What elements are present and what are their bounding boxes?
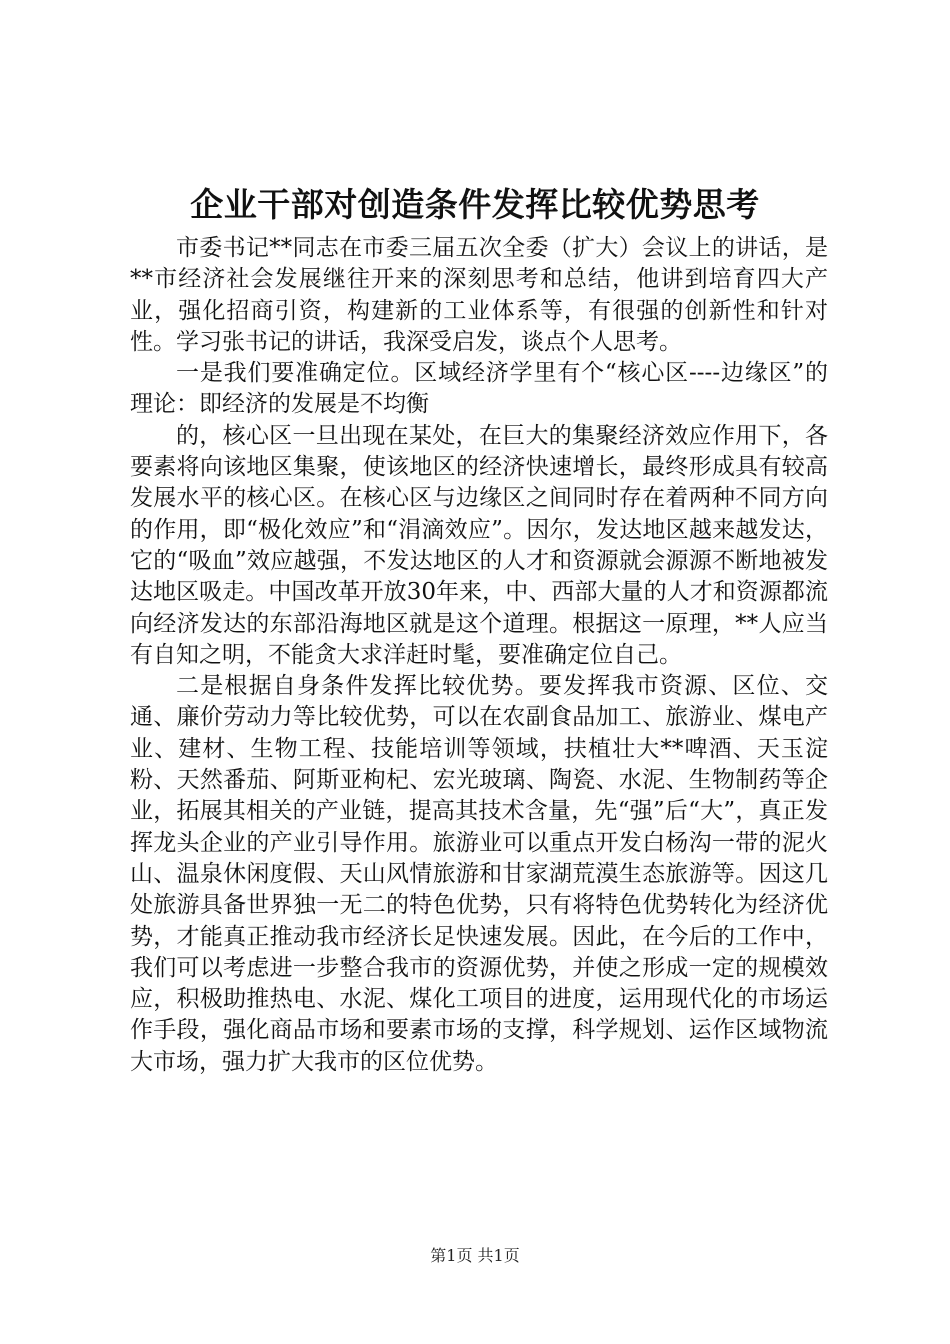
paragraph-point-one: 一是我们要准确定位。区域经济学里有个“核心区----边缘区”的理论：即经济的发展是不均衡 bbox=[130, 360, 828, 418]
document-title: 企业干部对创造条件发挥比较优势思考 bbox=[190, 185, 760, 224]
paragraph-point-one-continued: 的，核心区一旦出现在某处，在巨大的集聚经济效应作用下，各要素将向该地区集聚，使该地区的经济快速增长，最终形成具有较高发展水平的核心区。在核心区与边缘区之间同时存在着两种不同方向的作用，即“极化效应”和“涓滴效应”。因尔，发达地区越来越发达，它的“吸血”效应越强，不发达地区的人才和资源就会源源不断地被发达地区吸走。中国改革开放30年来，中、西部大量的人才和资源都流向经济发达的东部沿海地区就是这个道理。根据这一原理，**人应当有自知之明，不能贪大求洋赶时髦，要准确定位自己。 bbox=[130, 422, 828, 668]
paragraph-point-two: 二是根据自身条件发挥比较优势。要发挥我市资源、区位、交通、廉价劳动力等比较优势，可以在农副食品加工、旅游业、煤电产业、建材、生物工程、技能培训等领域，扶植壮大**啤酒、天玉淀粉、天然番茄、阿斯亚枸杞、宏光玻璃、陶瓷、水泥、生物制药等企业，拓展其相关的产业链，提高其技术含量，先“强”后“大”，真正发挥龙头企业的产业引导作用。旅游业可以重点开发白杨沟一带的泥火山、温泉休闲度假、天山风情旅游和甘家湖荒漠生态旅游等。因这几处旅游具备世界独一无二的特色优势，只有将特色优势转化为经济优势，才能真正推动我市经济长足快速发展。因此，在今后的工作中，我们可以考虑进一步整合我市的资源优势，并使之形成一定的规模效应，积极助推热电、水泥、煤化工项目的进度，运用现代化的市场运作手段，强化商品市场和要素市场的支撑，科学规划、运作区域物流大市场，强力扩大我市的区位优势。 bbox=[130, 673, 828, 1075]
page-number-total: 共1页 bbox=[477, 1246, 520, 1265]
page-number-current: 第1页 bbox=[430, 1246, 473, 1265]
page-footer bbox=[0, 1244, 950, 1268]
paragraph-intro: 市委书记**同志在市委三届五次全委（扩大）会议上的讲话，是**市经济社会发展继往开来的深刻思考和总结，他讲到培育四大产业，强化招商引资，构建新的工业体系等，有很强的创新性和针对性。学习张书记的讲话，我深受启发，谈点个人思考。 bbox=[130, 235, 828, 355]
document-body bbox=[130, 233, 828, 1078]
